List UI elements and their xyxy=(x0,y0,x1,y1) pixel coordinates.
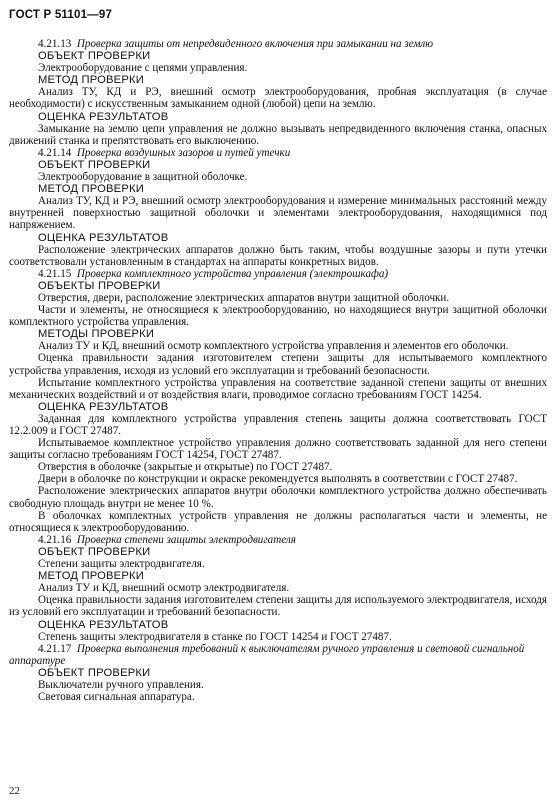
section-heading xyxy=(9,534,547,546)
paragraph: Отверстия, двери, расположение электрических аппаратов внутри защитной оболочки. xyxy=(38,291,450,304)
section-number: 4.21.17 xyxy=(38,642,72,655)
paragraph: Степени защиты электродвигателя. xyxy=(38,558,205,571)
paragraph: Замыкание на землю цепи управления не должно вызывать непредвиденного включения станка, опасных движений станка и препятствовать его выключению. xyxy=(9,122,547,147)
paragraph: Заданная для комплектного устройства управления степень защиты должна соответствовать ГОСТ 12.2.009 и ГОСТ 27487. xyxy=(9,412,547,437)
paragraph: Части и элементы, не относящиеся к электрооборудованию, но находящиеся внутри защитной оболочки комплектного устройства управления. xyxy=(9,304,547,329)
paragraph: Анализ ТУ и КД, внешний осмотр электродвигателя. xyxy=(38,582,290,595)
subheading: ОЦЕНКА РЕЗУЛЬТАТОВ xyxy=(38,231,169,244)
section-title: Проверка комплектного устройства управления (электрошкафа) xyxy=(76,267,389,280)
document-body xyxy=(9,38,547,703)
section-title: Проверка выполнения требований к выключателям ручного управления и световой сигнальной аппаратуре xyxy=(9,642,525,667)
section-number: 4.21.15 xyxy=(38,267,72,280)
section-number: 4.21.13 xyxy=(38,38,72,50)
paragraph: Анализ ТУ и КД, внешний осмотр комплектного устройства управления и элементов его оболочки. xyxy=(38,340,509,353)
subheading: МЕТОД ПРОВЕРКИ xyxy=(38,570,144,583)
section-heading xyxy=(9,643,547,667)
subheading: МЕТОД ПРОВЕРКИ xyxy=(38,74,144,87)
section-title: Проверка степени защиты электродвигателя xyxy=(76,533,296,546)
document-header: ГОСТ Р 51101—97 xyxy=(9,9,113,21)
section-title: Проверка защиты от непредвиденного включения при замыкании на землю xyxy=(76,38,434,50)
section-title: Проверка воздушных зазоров и путей утечки xyxy=(76,146,291,159)
subheading: ОЦЕНКА РЕЗУЛЬТАТОВ xyxy=(38,400,169,413)
paragraph: Анализ ТУ, КД и РЭ, внешний осмотр электрооборудования, пробная эксплуатация (в случае необходимости) с искусственным замыканием одной (любой) цепи на землю. xyxy=(9,86,547,111)
paragraph: Степень защиты электродвигателя в станке по ГОСТ 14254 и ГОСТ 27487. xyxy=(38,630,392,643)
paragraph: Испытание комплектного устройства управления на соответствие заданной степени защиты от внешних механических воздействий и от воздействия влаги, проводимое согласно требованиям ГОСТ 14254. xyxy=(9,376,547,401)
subheading: ОБЪЕКТ ПРОВЕРКИ xyxy=(38,545,151,558)
paragraph: Расположение электрических аппаратов должно быть таким, чтобы воздушные зазоры и пути утечки соответствовали установленным в стандартах на аппараты конкретных видов. xyxy=(9,243,547,268)
paragraph: Световая сигнальная аппаратура. xyxy=(38,691,195,704)
paragraph: Оценка правильности задания изготовителем степени защиты для используемого электродвигателя, исходя из условий его эксплуатации и требований безопасности. xyxy=(9,594,547,619)
section-heading xyxy=(9,38,547,50)
paragraph: Двери в оболочке по конструкции и окраске рекомендуется выполнять в соответствии с ГОСТ 27487. xyxy=(38,473,518,486)
subheading: МЕТОД ПРОВЕРКИ xyxy=(38,183,144,196)
paragraph: Электрооборудование с цепями управления. xyxy=(38,62,248,75)
page-number: 22 xyxy=(9,785,20,797)
paragraph: Выключатели ручного управления. xyxy=(38,678,204,691)
section-heading xyxy=(9,147,547,159)
section-heading xyxy=(9,268,547,280)
subheading: ОЦЕНКА РЕЗУЛЬТАТОВ xyxy=(38,618,169,631)
paragraph: Отверстия в оболочке (закрытые и открытые) по ГОСТ 27487. xyxy=(38,461,333,474)
section-number: 4.21.16 xyxy=(38,533,72,546)
section-number: 4.21.14 xyxy=(38,146,72,159)
paragraph: В оболочках комплектных устройств управления не должны располагаться части и элементы, не относящиеся к электрооборудованию. xyxy=(9,509,547,534)
paragraph: Электрооборудование в защитной оболочке. xyxy=(38,171,248,184)
subheading: ОЦЕНКА РЕЗУЛЬТАТОВ xyxy=(38,110,169,123)
paragraph: Оценка правильности задания изготовителем степени защиты для испытываемого комплектного устройства управления, исходя из условий его эксплуатации и требований безопасности. xyxy=(9,352,547,377)
subheading: ОБЪЕКТ ПРОВЕРКИ xyxy=(38,666,151,679)
subheading: МЕТОДЫ ПРОВЕРКИ xyxy=(38,328,155,341)
paragraph: Испытываемое комплектное устройство управления должно соответствовать заданной для него степени защиты согласно требованиям ГОСТ 14254, ГОСТ 27487. xyxy=(9,437,547,462)
paragraph: Анализ ТУ, КД и РЭ, внешний осмотр электрооборудования и измерение минимальных расстояний между внутренней поверхностью защитной оболочки и элементами электрооборудования, находящимися под напряжением. xyxy=(9,195,547,232)
subheading: ОБЪЕКТ ПРОВЕРКИ xyxy=(38,50,151,63)
subheading: ОБЪЕКТ ПРОВЕРКИ xyxy=(38,158,151,171)
subheading: ОБЪЕКТЫ ПРОВЕРКИ xyxy=(38,279,161,292)
paragraph: Расположение электрических аппаратов внутри оболочки комплектного устройства должно обеспечивать свободную площадь внутри не менее 10 %. xyxy=(9,485,547,510)
